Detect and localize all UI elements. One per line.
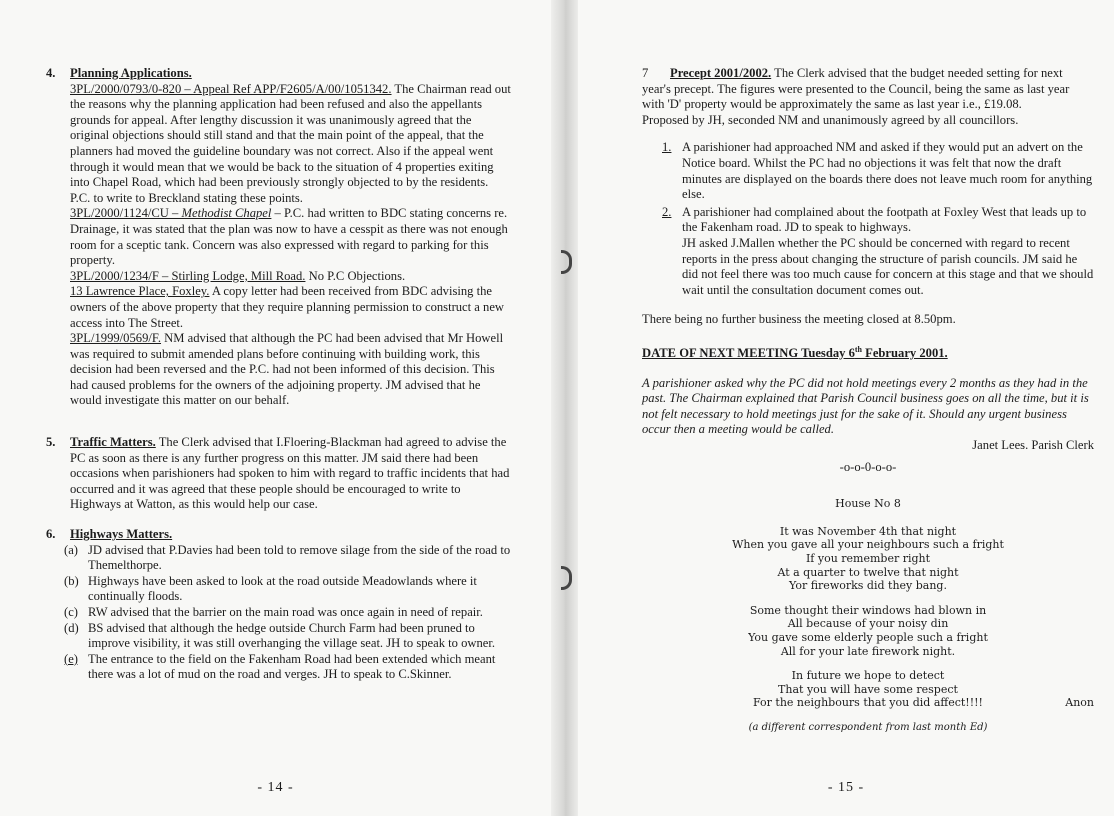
page-number: - 14 - [257, 780, 294, 795]
planning-lawrence-paragraph: 13 Lawrence Place, Foxley. A copy letter had been received from BDC advising the owners of the above property that they require planning permission to construct a new access into The Street. [70, 284, 505, 330]
poem [642, 497, 1094, 734]
parishioner-items [642, 140, 1094, 298]
staple-mark [561, 250, 572, 274]
list-item: (c) RW advised that the barrier on the main road was once again in need of repair. [64, 605, 483, 619]
section-heading: Traffic Matters. [70, 435, 156, 450]
page-left [0, 0, 551, 816]
list-item: (e) The entrance to the field on the Fakenham Road had been extended which meant there was a lot of mud on the road and verges. JH to speak to C.Skinner. [64, 651, 496, 682]
list-item: (d) BS advised that although the hedge outside Church Farm had been pruned to improve visibility, it was still overhanging the village seat. JH to speak to owner. [64, 620, 496, 651]
section-heading: Highways Matters. [70, 527, 173, 542]
binding-gutter [551, 0, 578, 816]
section-highways: 6. Highways Matters. (a) JD advised that P.Davies had been told to remove silage from the side of the road to Themelthorpe. (b) Highways have been asked to look at the road outside Meadowlands where it continually floods. (c) RW advised that the barrier on the main road was once again in need of repair. (d) BS advised that although the hedge outside Church Farm had been pruned to improve visibility, it was still overhanging the village seat. JH to speak to owner. (e) The entrance to the field on the Fakenham Road had been extended which meant there was a lot of mud on the road and verges. JH to speak to C.Skinner. [46, 527, 511, 682]
section-precept: 7 Precept 2001/2002. The Clerk advised that the budget needed setting for next year's precept. The figures were presented to the Council, being the same as last year with 'D' property would be approximately the same as last year i.e., £19.08. Proposed by JH, seconded NM and unanimously agreed by all councillors. [642, 66, 1094, 128]
poem-note: (a different correspondent from last month Ed) [748, 721, 988, 733]
planning-appeal-paragraph: 3PL/2000/0793/0-820 – Appeal Ref APP/F2605/A/00/1051342. The Chairman read out the reasons why the planning application had been refused and also the appellants grounds for appeal. After lengthy discussion it was unanimously agreed that the original objections should still stand and that the main point of the appeal, that the planners had moved the guideline boundary was not correct. Also if the appeal went through it would mean that we would be back to the situation of 4 properties exiting into Chapel Road, which had been previously strongly objected to by the residents. P.C. to write to Breckland stating these points. [70, 81, 511, 205]
poem-title: House No 8 [835, 497, 901, 511]
italic-note: A parishioner asked why the PC did not hold meetings every 2 months as they had in the past. The Chairman explained that Parish Council business goes on all the time, but it is not felt necessary to hold meetings just for the sake of it. Should any urgent business occur then a meeting would be called. [642, 375, 1089, 437]
planning-howell-paragraph: 3PL/1999/0569/F. NM advised that although the PC had been advised that Mr Howell was required to submit amended plans before continuing with building work, this decision had been reversed and the P.C. had not been informed of this decision. This had caused problems for the owners of the adjoining property. JM advised that he would investigate this matter on our behalf. [70, 331, 504, 408]
page-number: - 15 - [827, 780, 865, 795]
poem-author: Anon [1065, 696, 1094, 710]
list-item: (a) JD advised that P.Davies had been told to remove silage from the side of the road to Themelthorpe. [64, 542, 511, 573]
section-number: 4. [46, 66, 56, 80]
section-heading: Planning Applications. [70, 66, 192, 80]
list-item: (b) Highways have been asked to look at the road outside Meadowlands where it continually floods. [64, 573, 477, 604]
poem-stanza: It was November 4th that night When you gave all your neighbours such a fright If you remember right At a quarter to twelve that night Yor fireworks did they bang. [732, 524, 1004, 593]
planning-chapel-paragraph: 3PL/2000/1124/CU – Methodist Chapel – P.C. had written to BDC stating concerns re. Drainage, it was stated that the plan was now to have a cesspit as there was not enough room for a sceptic tank. Concern was also expressed with regard to parking for this property. [70, 206, 508, 268]
poem-stanza: In future we hope to detect That you will have some respect For the neighbours that you did affect!!!! Anon [753, 669, 1094, 710]
ref-appeal: 3PL/2000/0793/0-820 – Appeal Ref APP/F2605/A/00/1051342. [70, 81, 392, 96]
clerk-signature: Janet Lees. Parish Clerk [972, 438, 1094, 453]
planning-stirling-paragraph: 3PL/2000/1234/F – Stirling Lodge, Mill Road. No P.C Objections. [70, 268, 406, 283]
list-item: 2. A parishioner had complained about the footpath at Foxley West that leads up to the Fakenham road. JD to speak to highways. JH asked J.Mallen whether the PC should be concerned with regard to recent reports in the press about changing the structure of parish councils. JM said he did not feel there was too much cause for concern at this stage and that we should wait until the consultation document comes out. [662, 204, 1094, 297]
closing-line: There being no further business the meeting closed at 8.50pm. [642, 312, 956, 327]
section-planning [46, 66, 511, 409]
next-meeting-heading: DATE OF NEXT MEETING Tuesday 6th February 2001. [642, 344, 948, 361]
section-traffic: 5. Traffic Matters. The Clerk advised that I.Floering-Blackman had agreed to advise the PC as soon as there is any further progress on this matter. JM said there had been occasions when parishioners had spoken to him with regard to traffic incidents that had occurred and it was agreed that these people should be encouraged to write to Highways at Watton, as this would help our case. [46, 435, 510, 512]
section-heading: Precept 2001/2002. [670, 66, 772, 80]
proposed-line: Proposed by JH, seconded NM and unanimously agreed by all councillors. [642, 112, 1019, 127]
page-right [578, 0, 1114, 816]
list-item: 1. A parishioner had approached NM and asked if they would put an advert on the Notice board. Whilst the PC had no objections it was felt that now the draft minutes are displayed on the boards there does not leave much room for anything else. [662, 140, 1093, 202]
separator: -o-o-0-o-o- [839, 459, 897, 474]
staple-mark [561, 566, 572, 590]
poem-stanza: Some thought their windows had blown in All because of your noisy din You gave some elderly people such a fright All for your late firework night. [748, 603, 988, 658]
